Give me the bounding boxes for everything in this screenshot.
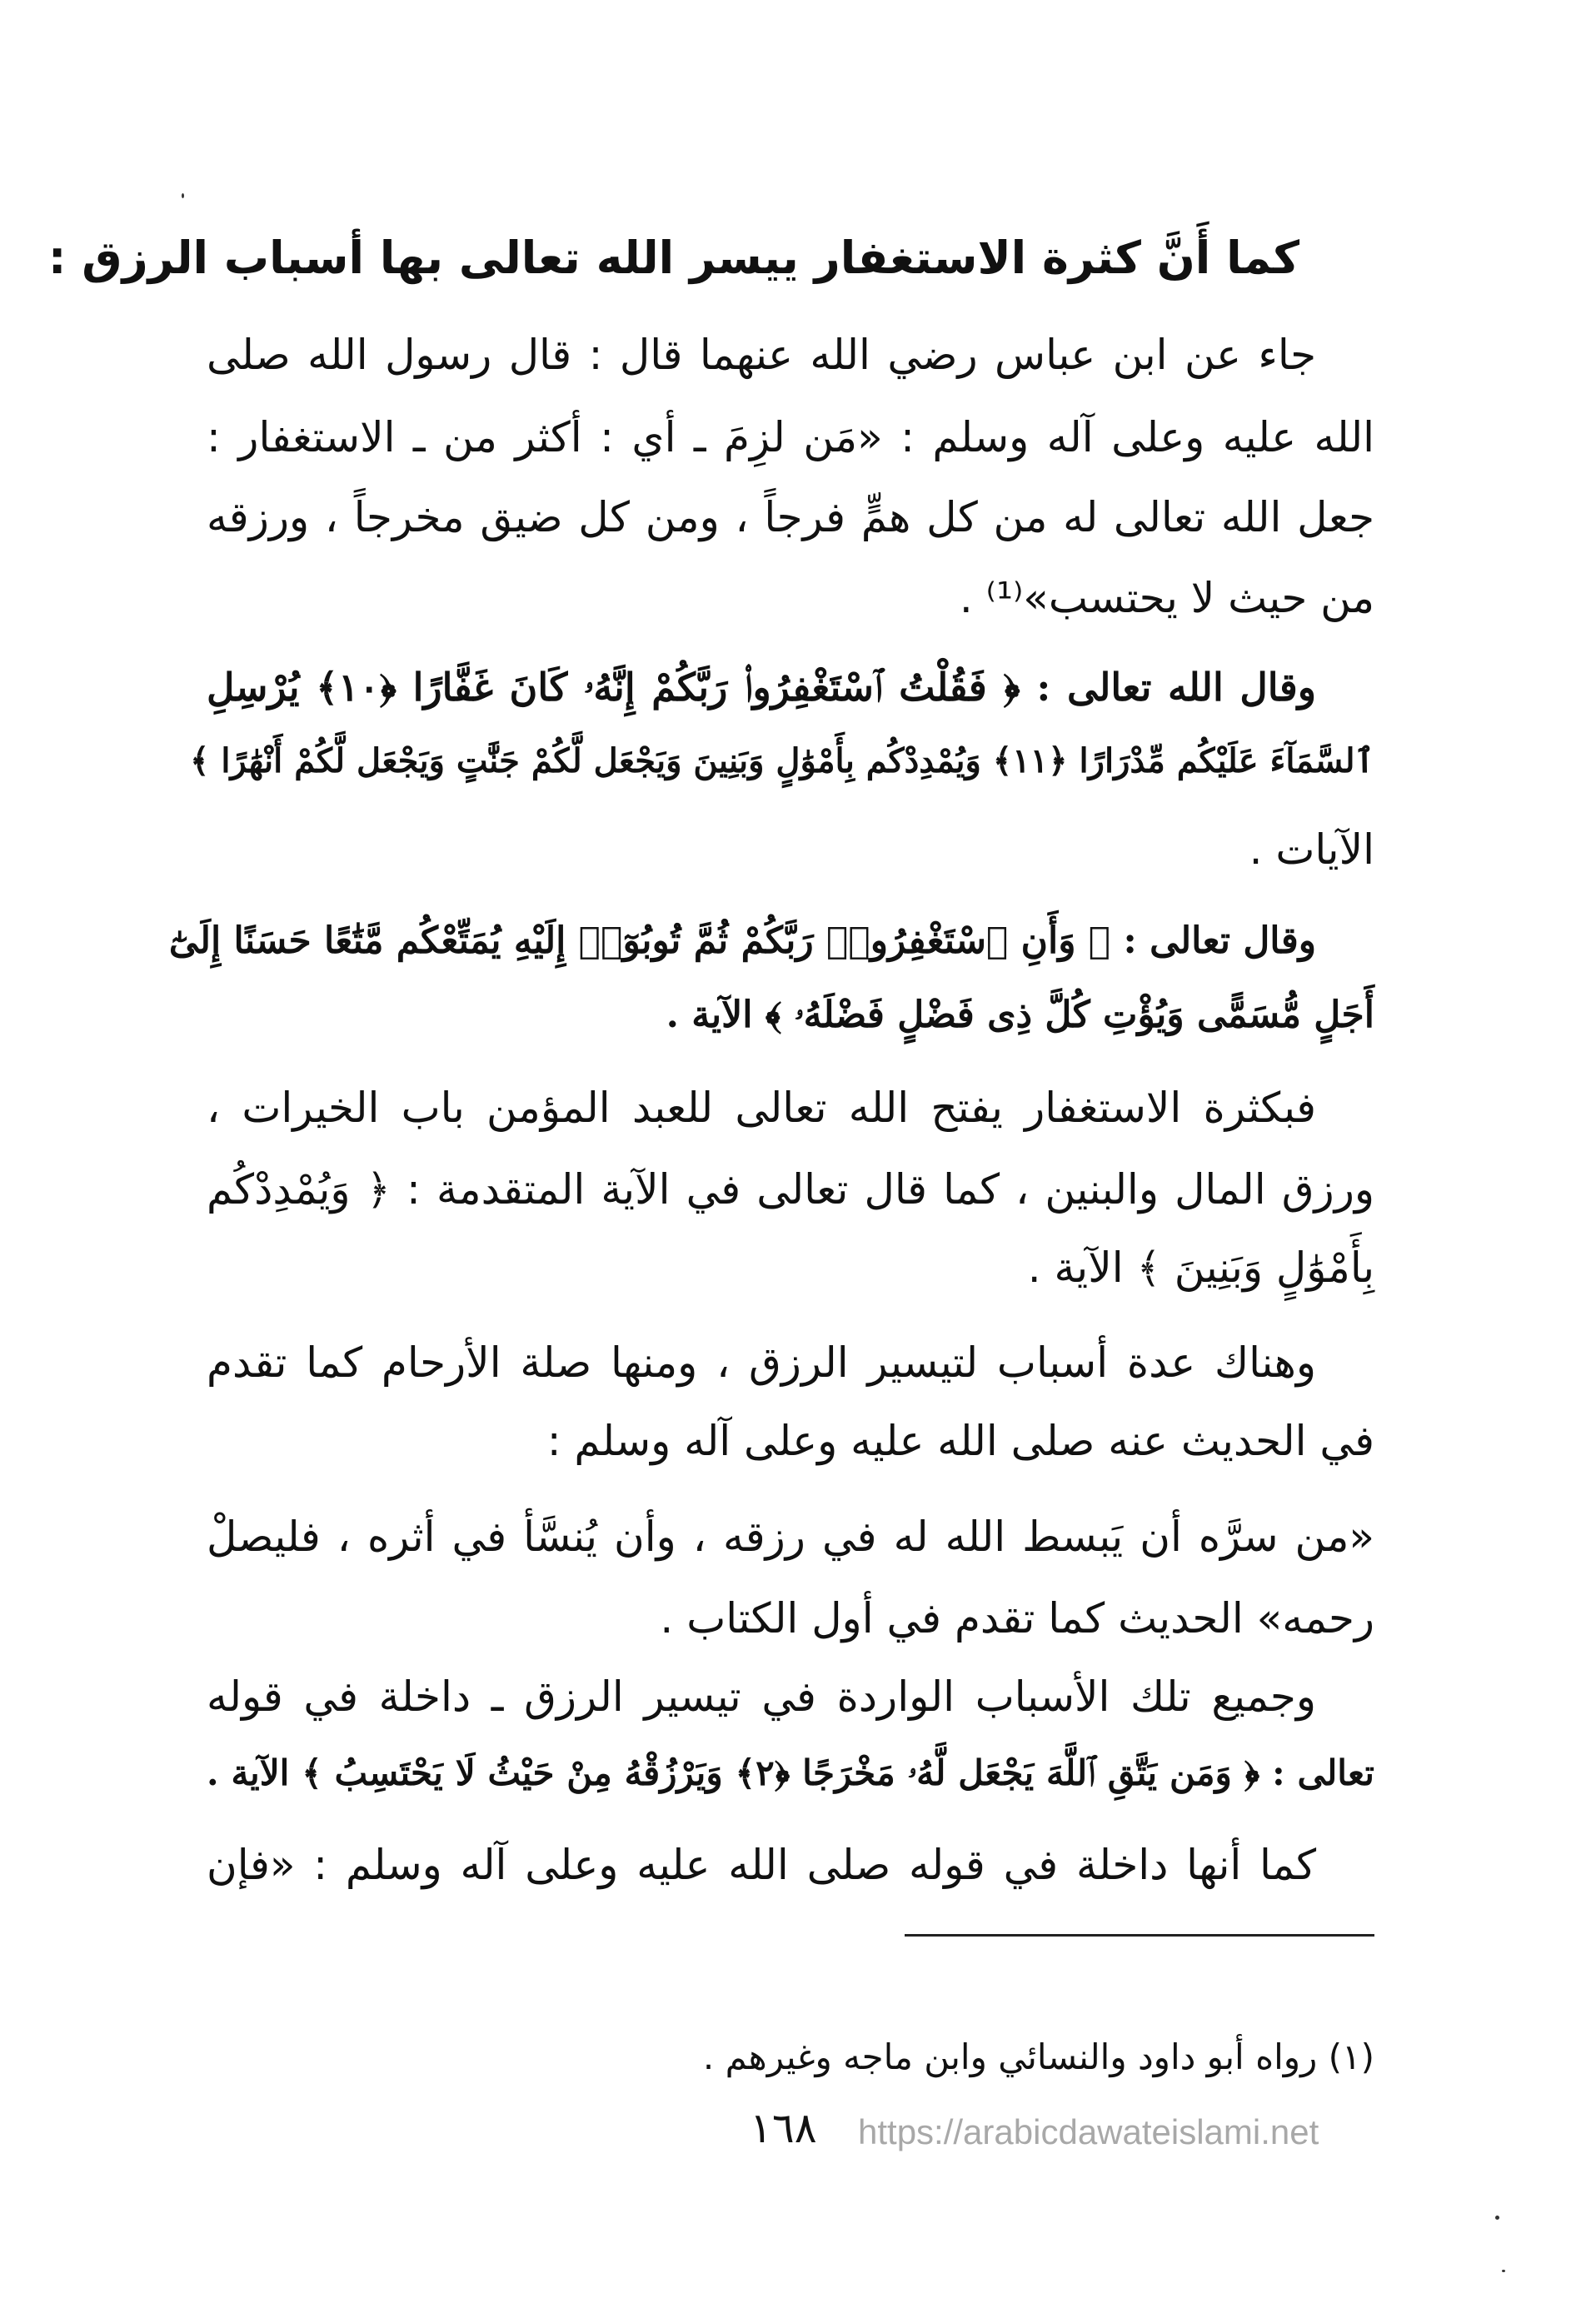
text-line: وهناك عدة أسباب لتيسير الرزق ، ومنها صلة الأرحام كما تقدم: [207, 1338, 1316, 1387]
scan-speck: [1495, 2216, 1499, 2220]
text-line: ٱلسَّمَآءَ عَلَيْكُم مِّدْرَارًا ﴿١١﴾ وَيُمْدِدْكُم بِأَمْوَٰلٍ وَبَنِينَ وَيَجْعَل لَّكُمْ جَنَّٰتٍ وَيَجْعَل لَّكُمْ أَنْهَٰرًا ﴾: [190, 741, 1374, 780]
text-line: بِأَمْوَٰلٍ وَبَنِينَ ﴾ الآية .: [1027, 1244, 1374, 1292]
section-heading: كما أَنَّ كثرة الاستغفار ييسر الله تعالى بها أسباب الرزق :: [47, 232, 1299, 284]
text-line: رحمه» الحديث كما تقدم في أول الكتاب .: [660, 1594, 1374, 1643]
text-line: أَجَلٍ مُّسَمًّى وَيُؤْتِ كُلَّ ذِى فَضْلٍ فَضْلَهُۥ ﴾ الآية .: [666, 994, 1374, 1036]
scan-speck: [1502, 2270, 1505, 2272]
watermark-url: https://arabicdawateislami.net: [858, 2112, 1319, 2151]
page-number: ١٦٨: [750, 2104, 817, 2152]
text-line: «من سرَّه أن يَبسط الله له في رزقه ، وأن يُنسَّأ في أثره ، فليصلْ: [207, 1513, 1374, 1561]
text-line: في الحديث عنه صلى الله عليه وعلى آله وسلم :: [546, 1417, 1374, 1465]
text-line: جعل الله تعالى له من كل همٍّ فرجاً ، ومن كل ضيق مخرجاً ، ورزقه: [207, 493, 1374, 541]
text-line: تعالى : ﴿ وَمَن يَتَّقِ ٱللَّهَ يَجْعَل لَّهُۥ مَخْرَجًا ﴿٢﴾ وَيَرْزُقْهُ مِنْ حَيْثُ لَا يَحْتَسِبُ ﴾ الآية .: [207, 1752, 1374, 1793]
footnote-divider: [905, 1934, 1374, 1937]
text-line: فبكثرة الاستغفار يفتح الله تعالى للعبد المؤمن باب الخيرات ،: [207, 1084, 1316, 1132]
text-line: وجميع تلك الأسباب الواردة في تيسير الرزق ـ داخلة في قوله: [207, 1672, 1316, 1721]
text-line: من حيث لا يحتسب»⁽¹⁾ .: [959, 574, 1374, 622]
text-line: وقال الله تعالى : ﴿ فَقُلْتُ ٱسْتَغْفِرُوا۟ رَبَّكُمْ إِنَّهُۥ كَانَ غَفَّارًا ﴿١٠﴾ يُرْسِلِ: [207, 665, 1317, 710]
text-line: وقال تعالى : ﴿ وَأَنِ ٱسْتَغْفِرُوا۟ رَبَّكُمْ ثُمَّ تُوبُوٓا۟ إِلَيْهِ يُمَتِّعْكُم مَّتَٰعًا حَسَنًا إِلَىٰٓ: [168, 920, 1316, 962]
text-line: الآيات .: [1249, 825, 1374, 874]
text-line: ورزق المال والبنين ، كما قال تعالى في الآية المتقدمة : ﴿ وَيُمْدِدْكُم: [207, 1165, 1374, 1214]
text-line: كما أنها داخلة في قوله صلى الله عليه وعلى آله وسلم : «فإن: [207, 1841, 1316, 1889]
scan-speck: [182, 193, 184, 198]
text-line: جاء عن ابن عباس رضي الله عنهما قال : قال رسول الله صلى: [207, 331, 1316, 379]
footnote: (١) رواه أبو داود والنسائي وابن ماجه وغيرهم .: [702, 2036, 1374, 2077]
text-line: الله عليه وعلى آله وسلم : «مَن لزِمَ ـ أي : أكثر من ـ الاستغفار :: [207, 413, 1374, 461]
